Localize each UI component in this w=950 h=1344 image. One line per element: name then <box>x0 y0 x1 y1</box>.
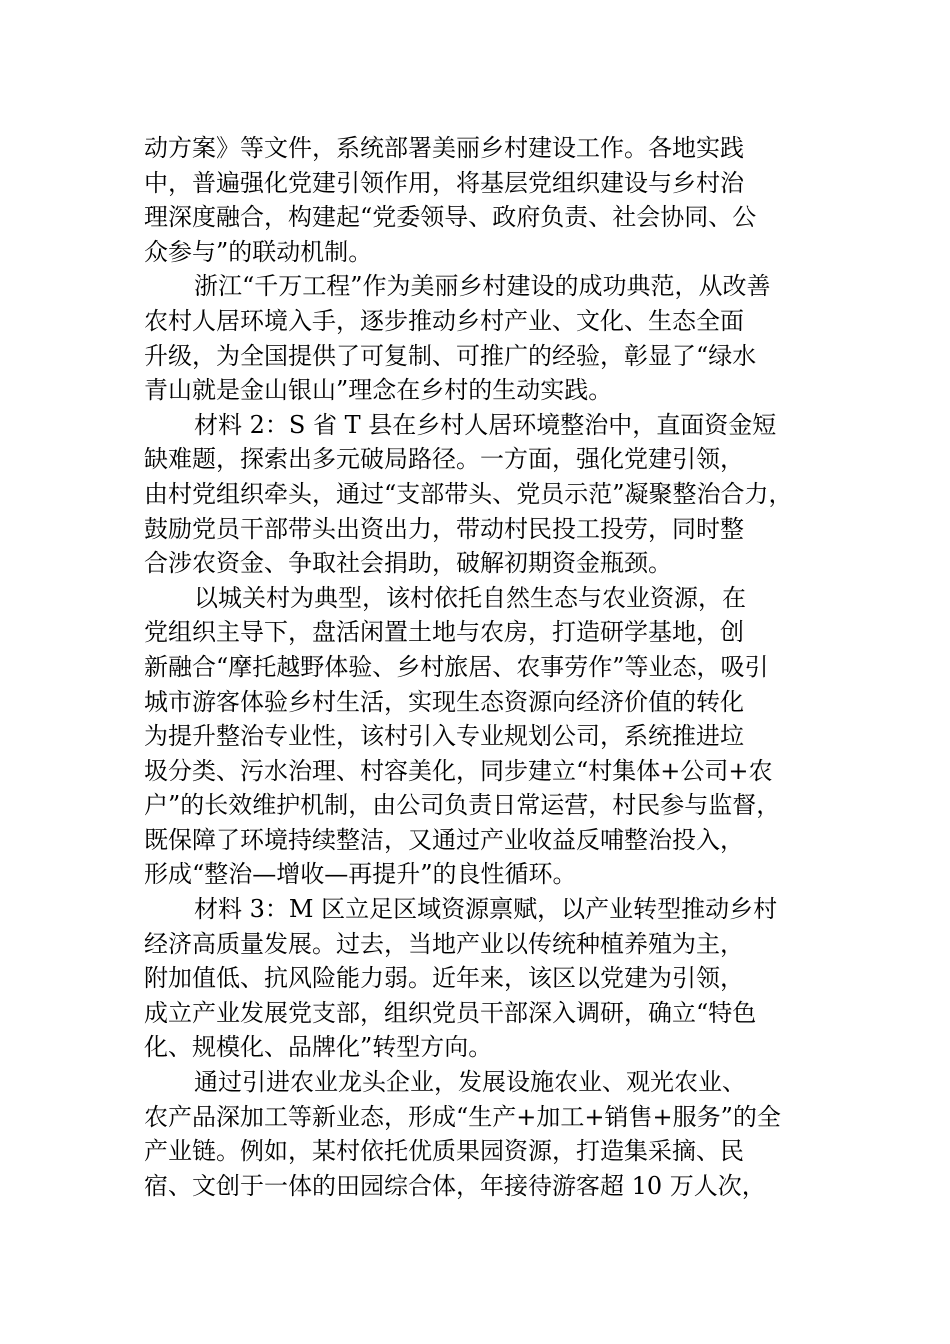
text-line: 动方案》等文件，系统部署美丽乡村建设工作。各地实践 <box>144 134 744 162</box>
text-line: 经济高质量发展。过去，当地产业以传统种植养殖为主， <box>144 929 744 958</box>
text-line: 化、规模化、品牌化”转型方向。 <box>144 1033 493 1062</box>
text-line: 圾分类、污水治理、村容美化，同步建立“村集体+公司+农 <box>144 756 773 785</box>
text-line: 合涉农资金、争取社会捐助，破解初期资金瓶颈。 <box>144 549 672 578</box>
text-line: 为提升整治专业性，该村引入专业规划公司，系统推进垃 <box>144 722 744 751</box>
text-line: 材料 3：M 区立足区域资源禀赋，以产业转型推动乡村 <box>194 895 778 924</box>
text-line: 材料 2：S 省 T 县在乡村人居环境整治中，直面资金短 <box>194 410 777 439</box>
text-line: 理深度融合，构建起“党委领导、政府负责、社会协同、公 <box>144 203 757 232</box>
text-line: 形成“整治—增收—再提升”的良性循环。 <box>144 860 577 889</box>
text-line: 通过引进农业龙头企业，发展设施农业、观光农业、 <box>194 1068 746 1097</box>
text-line: 宿、文创于一体的田园综合体，年接待游客超 10 万人次， <box>144 1171 766 1200</box>
text-line: 成立产业发展党支部，组织党员干部深入调研，确立“特色 <box>144 998 757 1027</box>
text-line: 附加值低、抗风险能力弱。近年来，该区以党建为引领， <box>144 964 744 993</box>
text-line: 城市游客体验乡村生活，实现生态资源向经济价值的转化 <box>144 687 744 716</box>
text-line: 青山就是金山银山”理念在乡村的生动实践。 <box>144 376 613 405</box>
text-line: 户”的长效维护机制，由公司负责日常运营，村民参与监督， <box>144 791 781 820</box>
text-line: 农村人居环境入手，逐步推动乡村产业、文化、生态全面 <box>144 306 744 335</box>
text-line: 以城关村为典型，该村依托自然生态与农业资源，在 <box>194 583 746 612</box>
text-line: 升级，为全国提供了可复制、可推广的经验，彰显了“绿水 <box>144 341 757 370</box>
text-line: 产业链。例如，某村依托优质果园资源，打造集采摘、民 <box>144 1137 744 1166</box>
text-line: 众参与”的联动机制。 <box>144 237 373 266</box>
text-line: 浙江“千万工程”作为美丽乡村建设的成功典范，从改善 <box>194 272 771 301</box>
text-line: 党组织主导下，盘活闲置土地与农房，打造研学基地，创 <box>144 618 744 647</box>
text-line: 由村党组织牵头，通过“支部带头、党员示范”凝聚整治合力， <box>144 479 793 508</box>
text-line: 缺难题，探索出多元破局路径。一方面，强化党建引领， <box>144 445 744 474</box>
text-line: 农产品深加工等新业态，形成“生产+加工+销售+服务”的全 <box>144 1102 781 1131</box>
document-body <box>144 131 806 1203</box>
text-line: 中，普遍强化党建引领作用，将基层党组织建设与乡村治 <box>144 168 744 197</box>
text-line: 新融合“摩托越野体验、乡村旅居、农事劳作”等业态，吸引 <box>144 652 769 681</box>
text-line: 既保障了环境持续整洁，又通过产业收益反哺整治投入， <box>144 825 744 854</box>
text-line: 鼓励党员干部带头出资出力，带动村民投工投劳，同时整 <box>144 514 744 543</box>
